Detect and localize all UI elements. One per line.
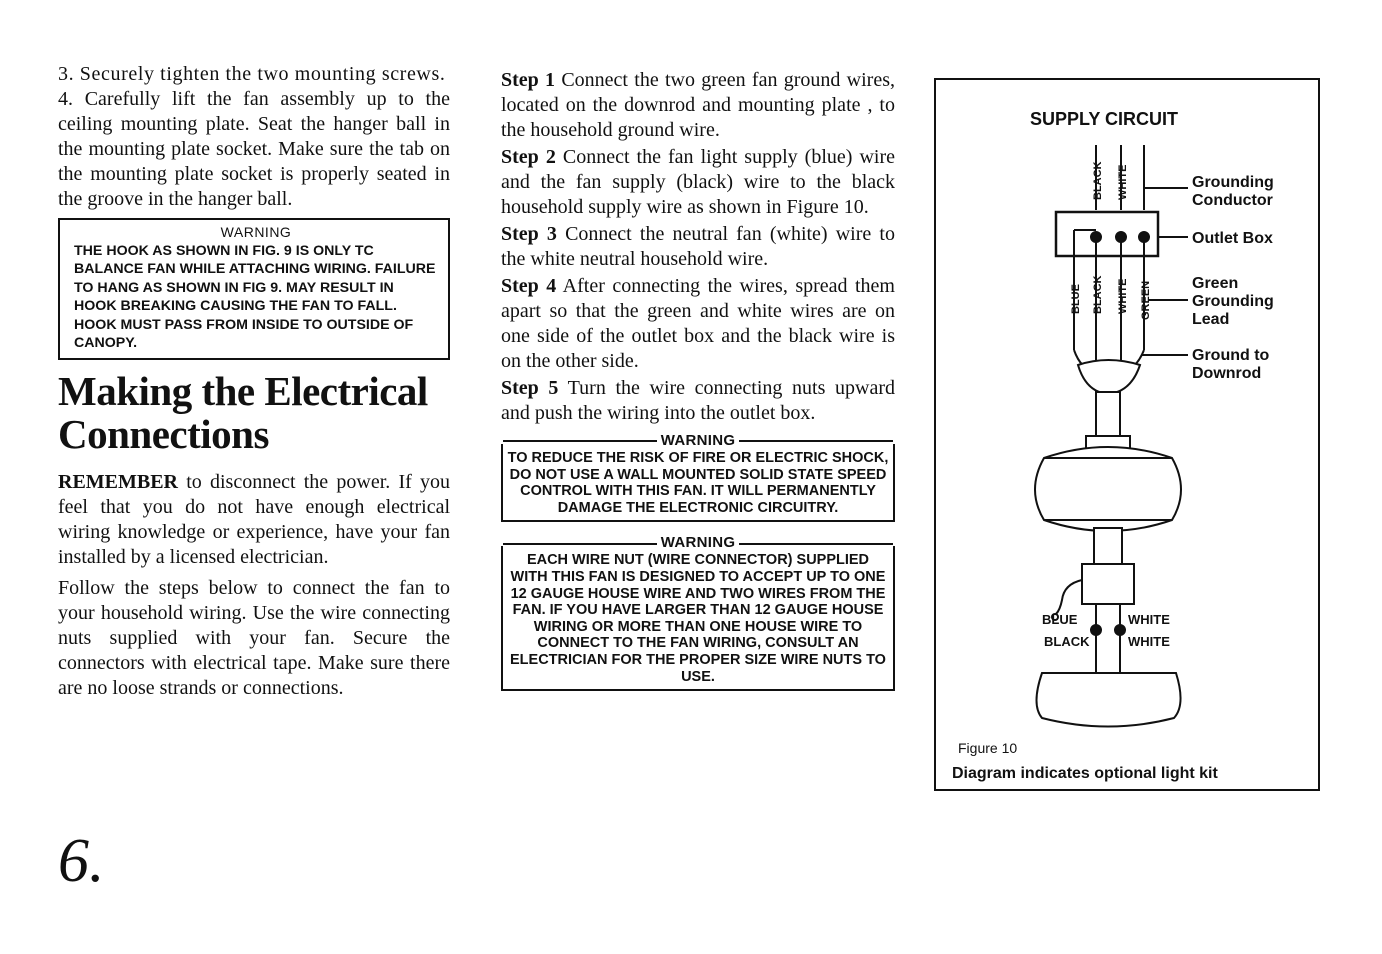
title-rule bbox=[503, 440, 657, 442]
pull-chain bbox=[1056, 580, 1082, 614]
grounding-conductor-label: Grounding Conductor bbox=[1192, 174, 1274, 209]
title-rule bbox=[739, 543, 893, 545]
title-rule bbox=[739, 440, 893, 442]
light-label-blue: BLUE bbox=[1042, 612, 1078, 627]
remember-text: to disconnect the power. If you feel that you do not have enough electrical wiring knowledge or experience, have your fan installed by a licensed electrician. bbox=[58, 470, 450, 568]
warning-title: WARNING bbox=[220, 224, 292, 240]
warning-text: TO REDUCE THE RISK OF FIRE OR ELECTRIC SHOCK, DO NOT USE A WALL MOUNTED SOLID STATE SPEED CONTROL WITH THIS FAN. IT WILL PERMANENTLY DAMAGE THE ELECTRONIC CIRCUITRY. bbox=[507, 450, 889, 516]
light-wire-nut-2 bbox=[1115, 625, 1125, 635]
light-label-black: BLACK bbox=[1044, 634, 1090, 649]
step-3-paragraph: 3. Securely tighten the two mounting screws. bbox=[58, 63, 446, 85]
canopy-top bbox=[1078, 360, 1140, 394]
warning-title-row bbox=[503, 433, 893, 450]
step-label: Step 3 bbox=[501, 223, 557, 245]
step-text: Turn the wire connecting nuts upward and push the wiring into the outlet box. bbox=[501, 377, 895, 424]
figure-title: SUPPLY CIRCUIT bbox=[1030, 109, 1179, 129]
speed-control-warning-box bbox=[501, 432, 895, 522]
light-label-white-1: WHITE bbox=[1128, 612, 1170, 627]
ground-to-downrod-label: Ground to Downrod bbox=[1192, 347, 1270, 382]
step-4-paragraph: 4. Carefully lift the fan assembly up to the ceiling mounting plate. Seat the hanger ball in the mounting plate socket. Make sure the tab on the mounting plate socket is properly seated in the groove in the hanger ball. bbox=[58, 88, 450, 210]
middle-column bbox=[501, 68, 895, 691]
step-4 bbox=[501, 274, 895, 374]
step-text: After connecting the wires, spread them apart so that the green and white wires are on one side of the outlet box and the black wire is on the other side. bbox=[501, 275, 895, 372]
step-2 bbox=[501, 145, 895, 220]
green-grounding-lead-label: Green Grounding Lead bbox=[1192, 275, 1274, 328]
step-label: Step 4 bbox=[501, 275, 557, 297]
label-green: GREEN bbox=[1140, 280, 1152, 320]
step-text: Connect the fan light supply (blue) wire and the fan supply (black) wire to the black household supply wire as shown in Figure 10. bbox=[501, 146, 895, 218]
figure-note: Diagram indicates optional light kit bbox=[952, 765, 1218, 782]
step-1 bbox=[501, 68, 895, 143]
remember-label: REMEMBER bbox=[58, 470, 178, 493]
step-text: Connect the two green fan ground wires, located on the downrod and mounting plate , to the household ground wire. bbox=[501, 69, 895, 141]
switch-stem bbox=[1094, 528, 1122, 564]
outlet-box-label: Outlet Box bbox=[1192, 230, 1273, 247]
label-white-top: WHITE bbox=[1117, 164, 1129, 200]
warning-title: WARNING bbox=[660, 534, 736, 552]
light-kit bbox=[1037, 673, 1181, 727]
label-black-top: BLACK bbox=[1092, 161, 1104, 200]
hook-warning-box bbox=[58, 218, 450, 360]
label-white: WHITE bbox=[1117, 278, 1129, 314]
warning-text: EACH WIRE NUT (WIRE CONNECTOR) SUPPLIED WITH THIS FAN IS DESIGNED TO ACCEPT UP TO ONE 12 GAUGE HOUSE WIRE AND TWO WIRES FROM THE FAN. IF YOU HAVE LARGER THAN 12 GAUGE HOUSE WIRING OR MORE THAN ONE HOUSE WIRE TO CONNECT TO THE FAN WIRING, CONSULT AN ELECTRICIAN FOR THE PROPER SIZE WIRE NUTS TO USE. bbox=[510, 552, 886, 685]
left-column bbox=[58, 62, 450, 701]
follow-paragraph: Follow the steps below to connect the fan to your household wiring. Use the wire connecting nuts supplied with your fan. Secure the connectors with electrical tape. Make sure there are no loose strands or connections. bbox=[58, 576, 450, 699]
label-black: BLACK bbox=[1092, 275, 1104, 314]
step-label: Step 5 bbox=[501, 377, 559, 399]
step-text: Connect the neutral fan (white) wire to the white neutral household wire. bbox=[501, 223, 895, 270]
downrod bbox=[1096, 392, 1120, 436]
title-rule bbox=[503, 543, 657, 545]
switch-housing bbox=[1082, 564, 1134, 604]
label-blue: BLUE bbox=[1070, 284, 1082, 314]
warning-title: WARNING bbox=[660, 432, 736, 449]
step-label: Step 2 bbox=[501, 146, 556, 168]
remember-paragraph bbox=[58, 470, 450, 570]
light-wire-nut-1 bbox=[1091, 625, 1101, 635]
light-label-white-2: WHITE bbox=[1128, 634, 1170, 649]
warning-title-row bbox=[503, 535, 893, 552]
warning-text: THE HOOK AS SHOWN IN FIG. 9 IS ONLY TC BALANCE FAN WHILE ATTACHING WIRING. FAILURE TO HANG AS SHOWN IN FIG 9. MAY RESULT IN HOOK BREAKING CAUSING THE FAN TO FALL. HOOK MUST PASS FROM INSIDE TO OUTSIDE OF CANOPY. bbox=[74, 242, 436, 351]
section-heading: Making the Electrical Connections bbox=[58, 367, 428, 457]
figure-10-panel bbox=[934, 78, 1320, 791]
wire-nut-warning-box bbox=[501, 534, 895, 691]
figure-caption: Figure 10 bbox=[958, 740, 1018, 756]
step-label: Step 1 bbox=[501, 69, 556, 91]
step-5 bbox=[501, 376, 895, 426]
motor-housing bbox=[1035, 447, 1181, 531]
step-3 bbox=[501, 222, 895, 272]
page-number: 6. bbox=[58, 827, 105, 895]
